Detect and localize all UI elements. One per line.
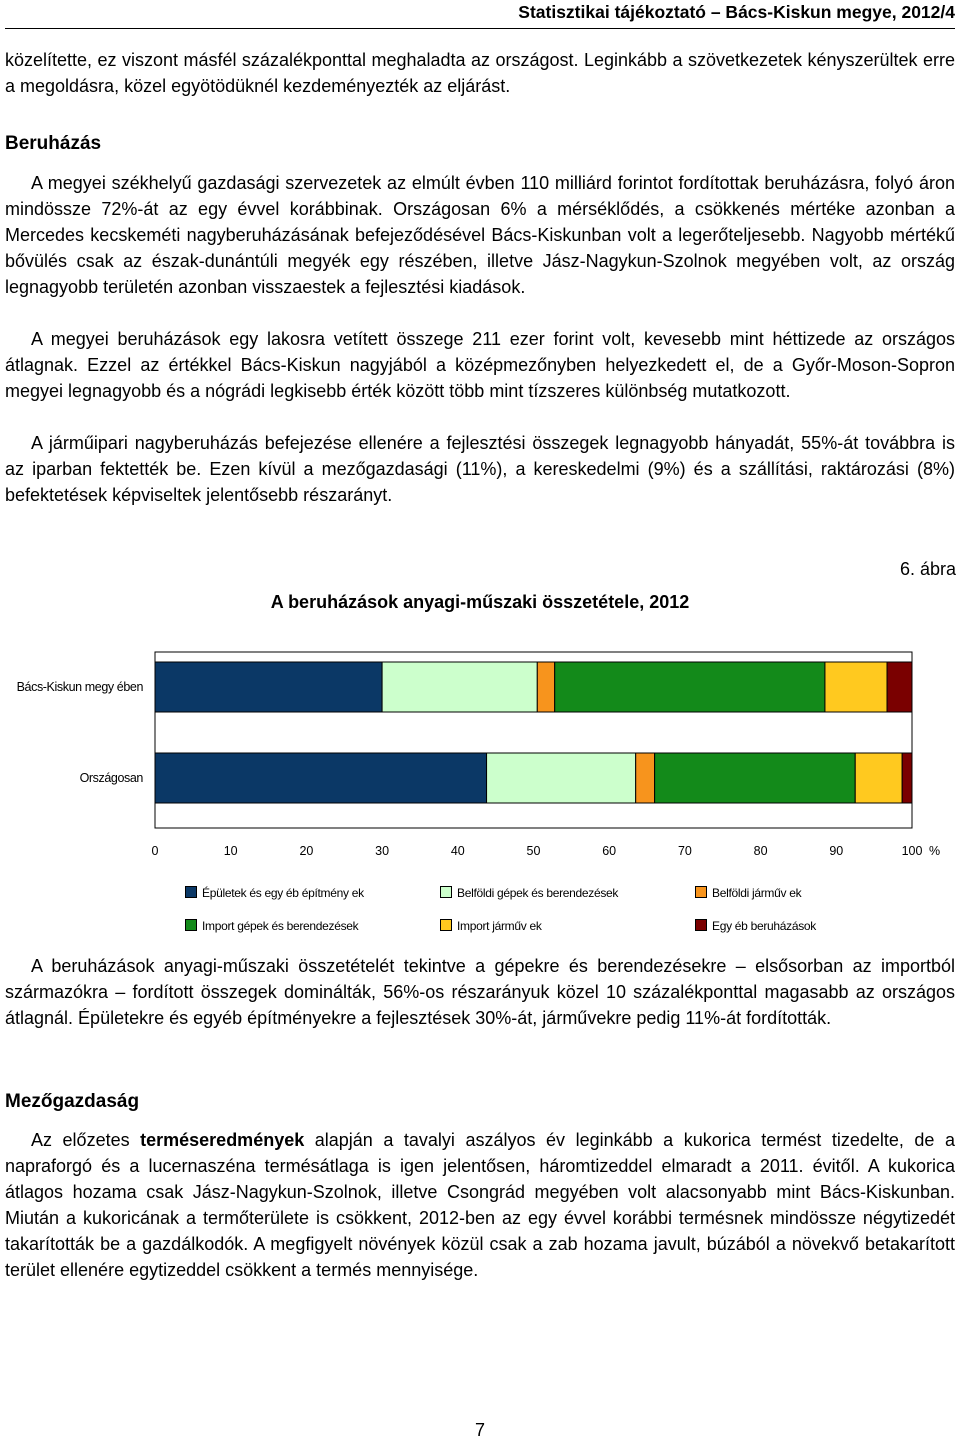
legend-swatch	[440, 886, 452, 898]
chart-title-text: A beruházások anyagi-műszaki összetétele, 2012	[270, 592, 690, 612]
bar-segment	[825, 662, 887, 712]
legend-swatch	[695, 886, 707, 898]
chart-title	[0, 592, 960, 613]
header-rule	[5, 28, 955, 29]
mezogazdasag-paragraph	[5, 1127, 955, 1283]
bar-segment	[487, 753, 636, 803]
figure-number: 6. ábra	[899, 559, 956, 579]
legend-label: Import járműv ek	[457, 919, 542, 933]
bar-segment	[636, 753, 655, 803]
x-tick-label: 50	[526, 844, 541, 858]
legend-label: Import gépek és berendezések	[202, 919, 359, 933]
header-title: Statisztikai tájékoztató – Bács-Kiskun megye, 2012/4	[518, 2, 955, 22]
legend-item	[440, 886, 618, 900]
page-number: 7	[474, 1420, 485, 1440]
mezogazdasag-text-before: Az előzetes	[31, 1130, 141, 1150]
legend-swatch	[440, 919, 452, 931]
legend-swatch	[695, 919, 707, 931]
mezogazdasag-text-after: alapján a tavalyi aszályos év leginkább a kukorica termést tizedelte, de a napraforgó és a lucernaszéna termésátlaga is igen jelentősen, háromtizeddel elmaradt a 2011. évitől. A kukorica átlagos hozama csak Jász-Nagykun-Szolnok, illetve Csongrád megyében volt alacsonyabb mint Bács-Kiskunban. Miután a kukoricának a termőterülete is csökkent, 2012-ben az egy évvel korábbi termésnek mindössze négytizedét takarították be a gazdálkodók. A megfigyelt növények közül csak a zab hozama javult, búzából a növekvő betakarított terület ellenére egytizeddel csökkent a termés mennyisége.	[5, 1130, 955, 1280]
section-heading-beruhazas: Beruházás	[5, 133, 102, 154]
x-tick-label: 40	[450, 844, 465, 858]
bar-segment	[537, 662, 554, 712]
bar-segment	[155, 662, 382, 712]
x-tick-label: 30	[375, 844, 390, 858]
bar-segment	[855, 753, 902, 803]
x-tick-label: 10	[223, 844, 238, 858]
x-tick-label: 90	[829, 844, 844, 858]
legend-item	[695, 919, 816, 933]
legend-label: Belföldi járműv ek	[712, 886, 802, 900]
bar-segment	[382, 662, 537, 712]
beruhazas-paragraph-2: A megyei beruházások egy lakosra vetített összege 211 ezer forint volt, kevesebb mint héttizede az országos átlagnak. Ezzel az értékkel Bács-Kiskun nagyjából a középmezőnyben helyezkedett el, de a Győr-Moson-Sopron megyei legnagyobb és a nógrádi legkisebb érték között több mint tízszeres különbség mutatkozott.	[5, 329, 955, 401]
termeseredmenyek-bold: terméseredmények	[140, 1130, 305, 1150]
x-tick-label: 100	[901, 844, 923, 858]
beruhazas-paragraph-3: A járműipari nagyberuházás befejezése ellenére a fejlesztési összegek legnagyobb hányadát, 55%-át továbbra is az iparban fektették be. Ezen kívül a mezőgazdasági (11%), a kereskedelmi (9%) és a szállítási, raktározási (8%) befektetések képviseltek jelentősebb részarányt.	[5, 433, 955, 505]
category-label: Országosan	[79, 771, 143, 785]
stacked-bar-chart	[0, 640, 960, 870]
x-tick-label: 0	[151, 844, 159, 858]
legend-label: Egy éb beruházások	[712, 919, 817, 933]
legend-item	[185, 919, 358, 933]
bar-segment	[655, 753, 856, 803]
legend-item	[695, 886, 801, 900]
legend-item	[185, 886, 364, 900]
bar-segment	[887, 662, 912, 712]
bar-segment	[902, 753, 912, 803]
page-header	[0, 0, 960, 30]
category-label: Bács-Kiskun megy ében	[16, 680, 143, 694]
x-tick-label: 70	[677, 844, 692, 858]
legend-item	[440, 919, 542, 933]
x-tick-label: 60	[602, 844, 617, 858]
after-chart-paragraph: A beruházások anyagi-műszaki összetételét tekintve a gépekre és berendezésekre – elsősorban az importból származókra – fordított összegek dominálták, 56%-os részarányuk közel 10 százalékponttal magasabb az országos átlagnál. Épületekre és egyéb építményekre a fejlesztések 30%-át, járművekre pedig 11%-át fordították.	[5, 956, 955, 1028]
beruhazas-paragraph-1: A megyei székhelyű gazdasági szervezetek az elmúlt évben 110 milliárd forintot fordítottak beruházásra, folyó áron mindössze 72%-át az egy évvel korábbinak. Országosan 6% a mérséklődés, a csökkenés mértéke azonban a Mercedes kecskeméti nagyberuházásának befejeződésével Bács-Kiskunban volt a legerőteljesebb. Nagyobb mértékű bővülés csak az észak-dunántúli megyék egy részében, illetve Jász-Nagykun-Szolnok megyében volt, az ország legnagyobb területén azonban visszaestek a fejlesztési kiadások.	[5, 173, 955, 297]
x-axis-unit: %	[929, 844, 941, 858]
legend-label: Belföldi gépek és berendezések	[457, 886, 619, 900]
legend-swatch	[185, 919, 197, 931]
section-heading-mezogazdasag: Mezőgazdaság	[5, 1091, 140, 1112]
intro-paragraph: közelítette, ez viszont másfél százalékponttal meghaladta az országost. Leginkább a szövetkezetek kényszerültek erre a megoldásra, közel egyötödüknél kezdeményezték az eljárást.	[5, 50, 955, 96]
legend-label: Épületek és egy éb építmény ek	[202, 886, 364, 900]
x-tick-label: 20	[299, 844, 314, 858]
bar-segment	[555, 662, 825, 712]
bar-segment	[155, 753, 487, 803]
legend-swatch	[185, 886, 197, 898]
x-tick-label: 80	[753, 844, 768, 858]
